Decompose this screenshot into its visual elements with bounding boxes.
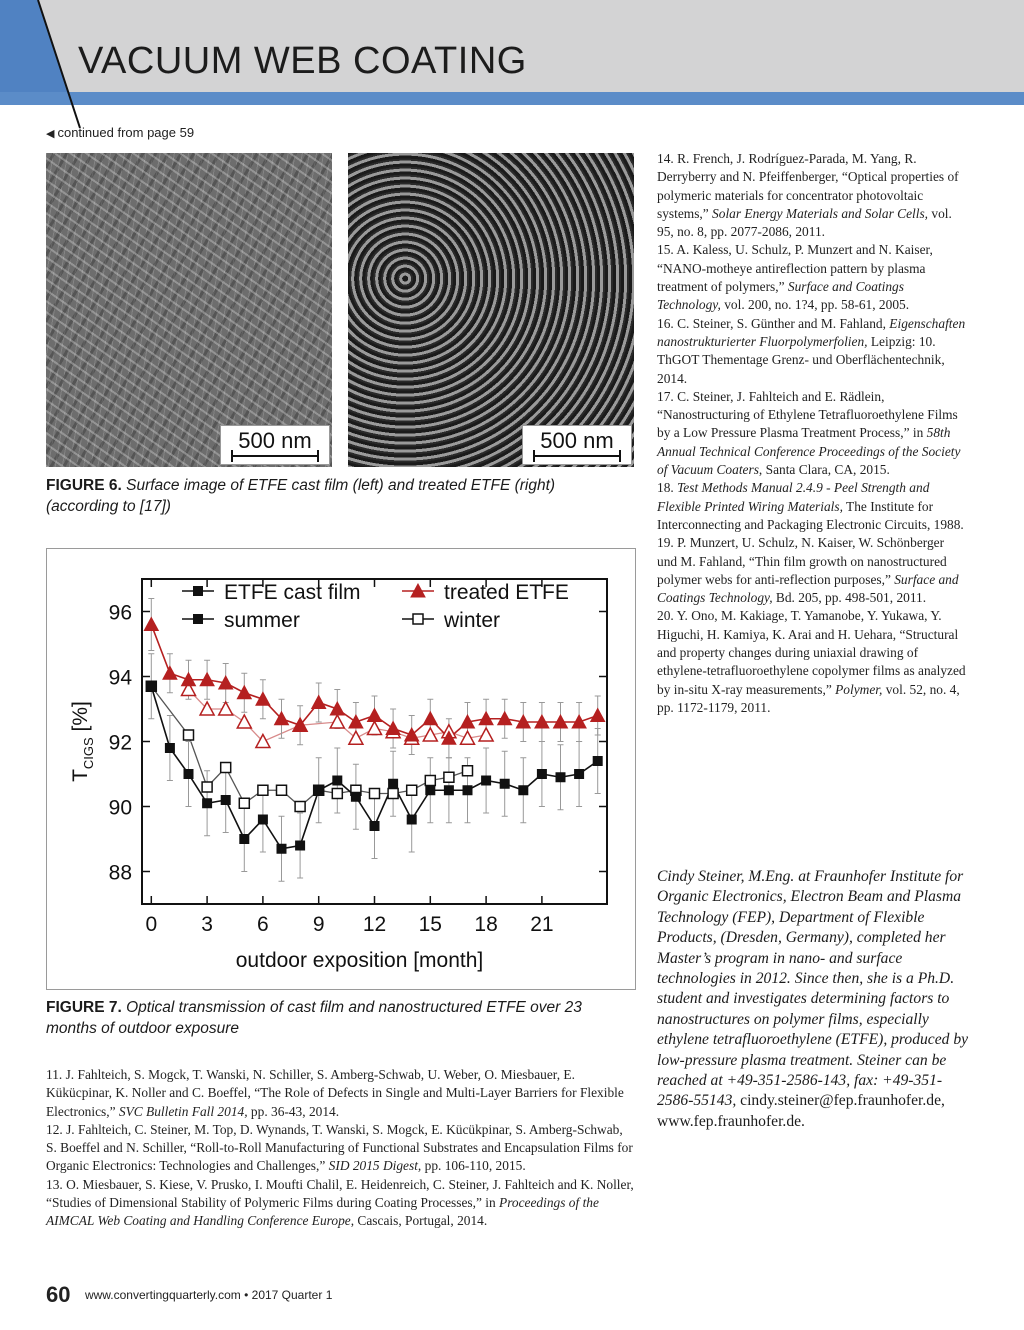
reference-text: 18. [657, 480, 678, 496]
cast-winter-point [258, 785, 268, 795]
legend-marker [193, 614, 203, 624]
reference-text-end: vol. 95, no. 8, pp. 2077-2086, 2011. [657, 205, 952, 240]
continued-note [46, 125, 194, 140]
reference-item [46, 1066, 634, 1121]
cast-winter-point [239, 798, 249, 808]
cast-point [221, 795, 231, 805]
cast-point [295, 841, 305, 851]
treated-winter-point [368, 722, 382, 735]
legend-label: summer [224, 609, 300, 632]
x-tick-label: 6 [257, 913, 269, 936]
y-axis-label-sub: CIGS [81, 737, 96, 770]
reference-item [46, 1176, 634, 1231]
cast-point [277, 844, 287, 854]
reference-source: SVC Bulletin Fall 2014, [118, 1103, 248, 1119]
cast-winter-point [463, 766, 473, 776]
cast-winter-point [295, 802, 305, 812]
author-contact: cindy.steiner@fep.fraunhofer.de, www.fep.fraunhofer.de. [657, 1092, 945, 1130]
treated-point [163, 666, 177, 679]
cast-point [537, 769, 547, 779]
y-axis-label [69, 701, 96, 782]
reference-text-end: pp. 106-110, 2015. [421, 1158, 526, 1174]
treated-point [237, 686, 251, 699]
treated-point [312, 696, 326, 709]
cast-point [463, 785, 473, 795]
treated-point [423, 712, 437, 725]
footer-text: www.convertingquarterly.com • 2017 Quarter 1 [84, 1288, 333, 1302]
cast-point [407, 815, 417, 825]
cast-point [518, 785, 528, 795]
figure7-chart [46, 548, 636, 990]
reference-text-end: The Institute for Interconnecting and Packaging Electronic Circuits, 1988. [657, 498, 964, 532]
y-axis-label-unit: [%] [69, 701, 92, 738]
reference-text: 19. P. Munzert, U. Schulz, N. Kaiser, W. Schönberger und M. Fahland, “Thin film growth on nanostructured polymer webs for anti-reflection purposes,” [657, 535, 947, 587]
cast-point [425, 785, 435, 795]
x-tick-label: 9 [312, 913, 325, 936]
treated-winter-point [237, 715, 251, 728]
left-arrow-icon: ◀ [46, 128, 55, 140]
reference-source: SID 2015 Digest, [328, 1158, 422, 1174]
references-left [46, 1066, 634, 1231]
x-tick-label: 12 [362, 913, 387, 936]
scale-bar [220, 425, 330, 465]
continued-text: continued from page 59 [57, 125, 195, 140]
chart-svg [47, 549, 635, 989]
scale-bar-label: 500 nm [540, 428, 614, 453]
treated-winter-point [479, 728, 493, 741]
reference-text-end: vol. 200, no. 1?4, pp. 58-61, 2005. [720, 297, 910, 313]
treated-point [256, 692, 270, 705]
y-tick-label: 92 [108, 731, 132, 755]
reference-item [657, 388, 967, 479]
cast-point [202, 798, 212, 808]
cast-point [574, 769, 584, 779]
reference-text: 14. R. French, J. Rodríguez-Parada, M. Yang, R. Derryberry and N. Pfeiffenberger, “Optical properties of polymeric materials for concentrator photovoltaic systems,” [657, 151, 959, 221]
legend-marker [193, 586, 203, 596]
treated-winter-point [330, 715, 344, 728]
reference-source: Eigenschaften nanostrukturierter Fluorpolymerfolien, [657, 315, 966, 349]
reference-item [46, 1121, 634, 1176]
page-footer [46, 1282, 332, 1308]
cast-point [351, 792, 361, 802]
reference-item [657, 315, 967, 388]
reference-text: 12. J. Fahlteich, C. Steiner, M. Top, D. Wynands, T. Wanski, S. Mogck, E. Kücükpinar, S. Amberg-Schwab, S. Boeffel and N. Schiller, “Roll-to-Roll Manufacturing of Functional Substrates and Encapsulation Films for Organic Electronics: Technologies and Challenges,” [46, 1121, 633, 1174]
cast-winter-point [221, 763, 231, 773]
treated-point [368, 709, 382, 722]
x-tick-label: 18 [474, 913, 498, 936]
author-bio [657, 867, 977, 1132]
reference-item [657, 150, 967, 241]
y-tick-label: 90 [108, 796, 132, 820]
reference-item [657, 241, 967, 314]
cast-point [184, 769, 194, 779]
treated-point [349, 715, 363, 728]
reference-source: Surface and Coatings Technology, [657, 571, 959, 606]
cast-point [332, 776, 342, 786]
treated-point [144, 618, 158, 631]
section-title: VACUUM WEB COATING [78, 40, 527, 82]
cast-point [388, 779, 398, 789]
reference-item [657, 534, 967, 607]
cast-point [239, 834, 249, 844]
reference-source: 58th Annual Technical Conference Proceedings of the Society of Vacuum Coaters [657, 425, 961, 478]
figure6-caption-text: Surface image of ETFE cast film (left) and treated ETFE (right) (according to [17]) [46, 477, 556, 515]
legend-marker [413, 614, 423, 624]
cast-point [314, 785, 324, 795]
reference-text: 16. C. Steiner, S. Günther and M. Fahland, [657, 315, 890, 331]
cast-point [165, 743, 175, 753]
cast-winter-point [277, 785, 287, 795]
cast-point [500, 779, 510, 789]
x-tick-label: 3 [201, 913, 213, 936]
reference-text: 15. A. Kaless, U. Schulz, P. Munzert and N. Kaiser, “NANO-motheye antireflection pattern by plasma treatment of polymers,” [657, 242, 933, 295]
cast-point [481, 776, 491, 786]
reference-text-end: vol. 52, no. 4, pp. 1172-1179, 2011. [657, 681, 960, 715]
treated-point [386, 722, 400, 735]
reference-text-end: , Cascais, Portugal, 2014. [350, 1213, 488, 1229]
y-tick-label: 94 [108, 666, 132, 690]
reference-text-end: , Santa Clara, CA, 2015. [758, 462, 890, 478]
reference-source: Surface and Coatings Technology, [657, 279, 904, 313]
sem-image-cast-film [46, 153, 332, 467]
reference-item [657, 479, 967, 534]
reference-text-end: pp. 36-43, 2014. [247, 1103, 340, 1119]
reference-source: Proceedings of the AIMCAL Web Coating and Handling Conference Europe [46, 1195, 599, 1229]
cast-winter-point [444, 772, 454, 782]
reference-source: Test Methods Manual 2.4.9 - Peel Strength and Flexible Printed Wiring Materials, [657, 480, 930, 514]
scale-bar-line [533, 455, 621, 457]
cast-point [258, 815, 268, 825]
reference-text: 20. Y. Ono, M. Kakiage, T. Yamanobe, Y. Yukawa, Y. Higuchi, H. Kamiya, K. Arai and H. Uehara, “Structural and property changes during uniaxial drawing of ethylene-tetrafluoroethylene copolymer films as analyzed by in-situ X-ray measurements,” [657, 608, 966, 697]
y-tick-label: 88 [108, 861, 132, 885]
reference-item [657, 607, 967, 717]
cast-winter-point [407, 785, 417, 795]
cast-winter-point [184, 730, 194, 740]
x-tick-label: 15 [418, 913, 442, 936]
treated-point [330, 702, 344, 715]
y-axis-label-main: T [69, 769, 92, 782]
scale-bar [522, 425, 632, 465]
reference-text: 17. C. Steiner, J. Fahlteich and E. Rädlein, “Nanostructuring of Ethylene Tetrafluoroethylene Films by a Low Pressure Plasma Treatment Process,” in [657, 388, 958, 441]
cast-point [556, 772, 566, 782]
author-bio-text: Cindy Steiner, M.Eng. at Fraunhofer Institute for Organic Electronics, Electron Beam and Plasma Technology (FEP), Department of Flexible Products, (Dresden, Germany), completed her Master’s program in nano- and surface technologies in 2012. Since then, she is a Ph.D. student and investigates determining factors to nanostructures on polymer films, especially ethylene tetrafluoroethylene (ETFE), produced by low-pressure plasma treatment. Steiner can be reached at +49-351-2586-143, fax: +49-351-2586-55143, [657, 868, 969, 1110]
scale-bar-label: 500 nm [238, 428, 312, 453]
sem-image-treated-etfe [348, 153, 634, 467]
x-axis-label: outdoor exposition [month] [235, 949, 484, 972]
reference-text-end: Leipzig: 10. ThGOT Thementage Grenz- und Oberflächentechnik, 2014. [657, 333, 945, 386]
cast-point [593, 756, 603, 766]
figure7-caption [46, 997, 636, 1039]
cast-winter-line [151, 686, 467, 806]
legend-label: ETFE cast film [224, 581, 361, 604]
figure6-label: FIGURE 6. [46, 477, 122, 494]
references-right [657, 150, 967, 717]
legend-label: treated ETFE [444, 581, 569, 604]
cast-winter-point [425, 776, 435, 786]
reference-text-end: Bd. 205, pp. 498-501, 2011. [772, 590, 927, 606]
reference-source: Polymer, [835, 681, 883, 697]
figure7-caption-text: Optical transmission of cast film and nanostructured ETFE over 23 months of outdoor exposure [46, 999, 582, 1037]
cast-winter-point [332, 789, 342, 799]
reference-source: Solar Energy Materials and Solar Cells, [712, 205, 929, 221]
reference-text: 13. O. Miesbauer, S. Kiese, V. Prusko, I. Moufti Chalil, E. Heidenreich, C. Steiner, J. Fahlteich and K. Noller, “Studies of Dimensional Stability of Polymeric Films during Coating Processes,” in [46, 1176, 634, 1211]
y-tick-label: 96 [108, 601, 132, 625]
cast-winter-point [388, 789, 398, 799]
header-accent-stripe [0, 92, 1024, 105]
cast-point [370, 821, 380, 831]
treated-point [591, 709, 605, 722]
figure6-caption [46, 475, 616, 517]
cast-point [444, 785, 454, 795]
page-number: 60 [46, 1282, 71, 1307]
x-tick-label: 21 [530, 913, 554, 936]
scale-bar-line [231, 455, 319, 457]
legend-label: winter [444, 609, 501, 632]
reference-text: 11. J. Fahlteich, S. Mogck, T. Wanski, N. Schiller, S. Amberg-Schwab, U. Weber, O. Miesbauer, E. Kükücpinar, K. Noller and C. Boeffel, “The Role of Defects in Single and Multi-Layer Barriers for Flexible Electronics,” [46, 1067, 624, 1119]
cast-point [146, 681, 156, 691]
cast-winter-point [202, 782, 212, 792]
header-corner-graphic [0, 0, 90, 130]
figure7-label: FIGURE 7. [46, 999, 122, 1016]
cast-winter-point [370, 789, 380, 799]
x-tick-label: 0 [145, 913, 158, 936]
